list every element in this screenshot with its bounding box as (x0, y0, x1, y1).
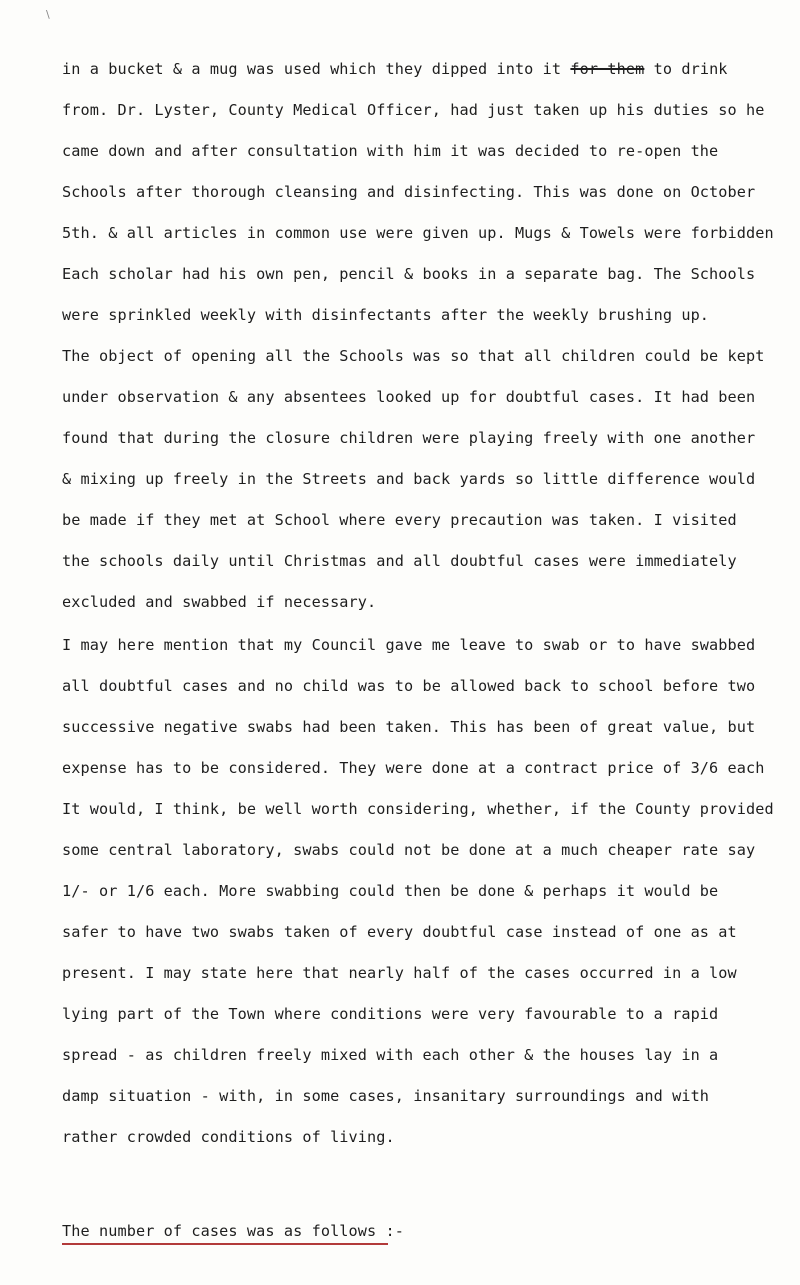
text-line-13: the schools daily until Christmas and all doubtful cases were immediately (62, 552, 737, 570)
text-line-15: I may here mention that my Council gave me leave to swab or to have swabbed (62, 636, 756, 654)
text-line-24: lying part of the Town where conditions were very favourable to a rapid (62, 1005, 719, 1023)
text-line-9: under observation & any absentees looked up for doubtful cases. It had been (62, 388, 756, 406)
text-line-18: expense has to be considered. They were done at a contract price of 3/6 each (62, 759, 765, 777)
text-line-16: all doubtful cases and no child was to be allowed back to school before two (62, 677, 756, 695)
text-line-1 (62, 60, 728, 78)
struck-out-text: for them (570, 60, 645, 78)
text-line-4: Schools after thorough cleansing and disinfecting. This was done on October (62, 183, 756, 201)
text-line-8: The object of opening all the Schools was so that all children could be kept (62, 347, 765, 365)
text-line-3: came down and after consultation with him it was decided to re-open the (62, 142, 719, 160)
text-line-12: be made if they met at School where every precaution was taken. I visited (62, 511, 737, 529)
text-line-14: excluded and swabbed if necessary. (62, 593, 377, 611)
table-lead-in: The number of cases was as follows :- (62, 1222, 405, 1240)
corner-mark: \ (46, 8, 50, 21)
text-line-19: It would, I think, be well worth considering, whether, if the County provided (62, 800, 774, 818)
text-line-6: Each scholar had his own pen, pencil & books in a separate bag. The Schools (62, 265, 756, 283)
lead-in-underline (62, 1243, 388, 1245)
text-line-25: spread - as children freely mixed with each other & the houses lay in a (62, 1046, 719, 1064)
text-line-20: some central laboratory, swabs could not be done at a much cheaper rate say (62, 841, 756, 859)
text-line-10: found that during the closure children were playing freely with one another (62, 429, 756, 447)
text-line-23: present. I may state here that nearly half of the cases occurred in a low (62, 964, 737, 982)
text-line-2: from. Dr. Lyster, County Medical Officer, had just taken up his duties so he (62, 101, 765, 119)
text-line-21: 1/- or 1/6 each. More swabbing could then be done & perhaps it would be (62, 882, 719, 900)
text-line-1-post: to drink (644, 60, 728, 78)
text-line-27: rather crowded conditions of living. (62, 1128, 395, 1146)
text-line-1-pre: in a bucket & a mug was used which they dipped into it (62, 60, 571, 78)
text-line-11: & mixing up freely in the Streets and back yards so little difference would (62, 470, 756, 488)
text-line-26: damp situation - with, in some cases, insanitary surroundings and with (62, 1087, 710, 1105)
text-line-17: successive negative swabs had been taken. This has been of great value, but (62, 718, 756, 736)
text-line-22: safer to have two swabs taken of every doubtful case instead of one as at (62, 923, 737, 941)
text-line-5: 5th. & all articles in common use were given up. Mugs & Towels were forbidden (62, 224, 774, 242)
text-line-7: were sprinkled weekly with disinfectants after the weekly brushing up. (62, 306, 710, 324)
